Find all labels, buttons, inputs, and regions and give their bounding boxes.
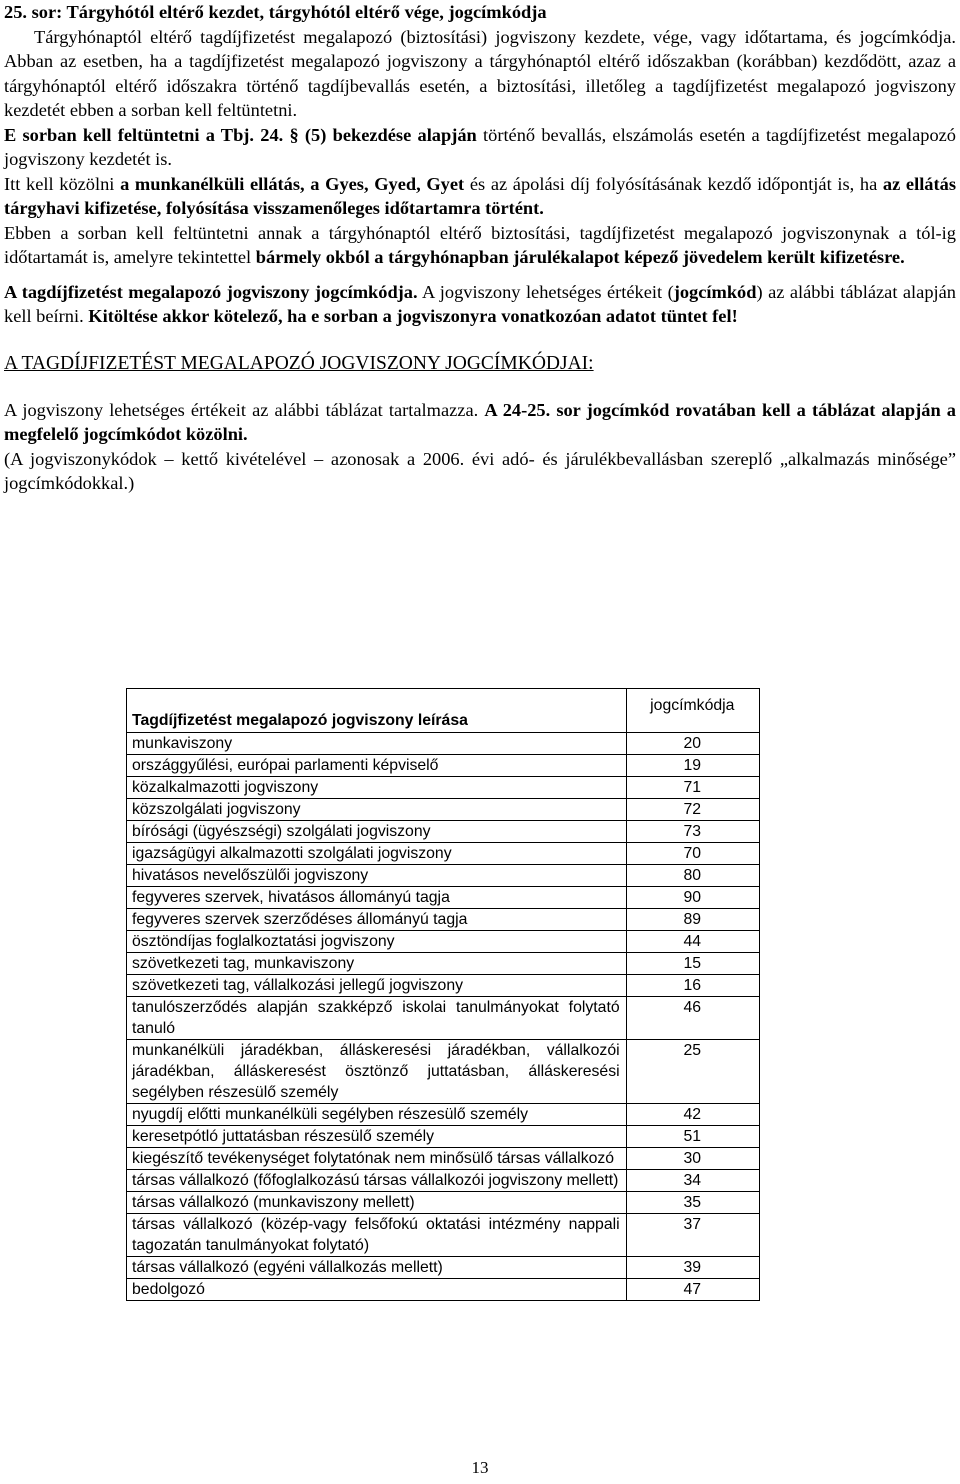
table-row xyxy=(127,975,760,997)
row-code: 90 xyxy=(626,887,759,909)
paragraph-4-text: Ebben a sorban kell feltüntetni annak a tárgyhónaptól eltérő biztosítási, tagdíjfizetést megalapozó jogviszonynak a tól-ig időtartamát is, amelyre tekintettel xyxy=(4,222,956,267)
row-code: 80 xyxy=(626,865,759,887)
paragraph-2-rest: történő bevallás, elszámolás esetén a tagdíjfizetést megalapozó jogviszony kezdetét is. xyxy=(4,124,957,169)
row-description: fegyveres szervek, hivatásos állományú tagja xyxy=(127,887,627,909)
table-header-code: jogcímkódja xyxy=(626,689,759,733)
codes-intro-bold: A 24-25. sor jogcímkód rovatában kell a táblázat alapján a megfelelő jogcímkódot közölni. xyxy=(4,399,957,444)
table-row xyxy=(127,1126,760,1148)
table-row xyxy=(127,733,760,755)
table-row xyxy=(127,1192,760,1214)
table-row xyxy=(127,865,760,887)
table-row xyxy=(127,755,760,777)
row-description: közszolgálati jogviszony xyxy=(127,799,627,821)
paragraph-3-bold-a: a munkanélküli ellátás, a Gyes, Gyed, Gyet xyxy=(120,173,465,194)
row-description: nyugdíj előtti munkanélküli segélyben részesülő személy xyxy=(127,1104,627,1126)
row-code: 71 xyxy=(626,777,759,799)
section-paragraph-2 xyxy=(4,123,956,172)
row-description: bedolgozó xyxy=(127,1279,627,1301)
paragraph-3-text-a: Itt kell közölni xyxy=(4,173,121,194)
table-row xyxy=(127,931,760,953)
table-row xyxy=(127,799,760,821)
page-number: 13 xyxy=(471,1458,489,1477)
section-paragraph-3 xyxy=(4,172,956,221)
section-paragraph-5 xyxy=(4,280,956,329)
row-code: 89 xyxy=(626,909,759,931)
row-description: tanulószerződés alapján szakképző iskolai tanulmányokat folytató tanuló xyxy=(127,997,627,1040)
table-row xyxy=(127,1170,760,1192)
section-25 xyxy=(4,0,956,496)
paragraph-5-bold-c: Kitöltése akkor kötelező, ha e sorban a jogviszonyra vonatkozóan adatot tüntet fel! xyxy=(88,306,738,326)
table-row xyxy=(127,1148,760,1170)
row-description: igazságügyi alkalmazotti szolgálati jogviszony xyxy=(127,843,627,865)
row-description: társas vállalkozó (egyéni vállalkozás mellett) xyxy=(127,1257,627,1279)
row-code: 20 xyxy=(626,733,759,755)
paragraph-2-bold: E sorban kell feltüntetni a Tbj. 24. § (5) bekezdése alapján xyxy=(4,124,477,145)
section-paragraph-4 xyxy=(4,221,956,270)
table-body xyxy=(127,733,760,1301)
codes-note: (A jogviszonykódok – kettő kivételével – azonosak a 2006. évi adó- és járulékbevallásban szereplő „alkalmazás minősége” jogcímkódokkal.) xyxy=(4,448,956,493)
row-code: 34 xyxy=(626,1170,759,1192)
row-code: 46 xyxy=(626,997,759,1040)
table-row xyxy=(127,997,760,1040)
row-code: 73 xyxy=(626,821,759,843)
codes-title: A TAGDÍJFIZETÉST MEGALAPOZÓ JOGVISZONY JOGCÍMKÓDJAI: xyxy=(4,352,594,374)
row-description: szövetkezeti tag, munkaviszony xyxy=(127,953,627,975)
table-row xyxy=(127,1257,760,1279)
table-row xyxy=(127,1279,760,1301)
row-code: 42 xyxy=(626,1104,759,1126)
row-code: 37 xyxy=(626,1214,759,1257)
table-row xyxy=(127,1104,760,1126)
paragraph-5-text-b: ) az alábbi táblázat alapján kell beírni. xyxy=(4,281,956,326)
paragraph-3-bold-b: az ellátás tárgyhavi kifizetése, folyósítása visszamenőleges időtartamra történt. xyxy=(4,173,956,218)
table-row xyxy=(127,1214,760,1257)
section-paragraph-1: Tárgyhónaptól eltérő tagdíjfizetést megalapozó (biztosítási) jogviszony kezdete, vége, vagy időtartama, és jogcímkódja. Abban az esetben, ha a tagdíjfizetést megalapozó jogviszony a tárgyhónaptól eltérő időszakban (korábban) kezdődött, azaz a tárgyhónaptól eltérő időszakra történő tagdíjbevallás esetén, a biztosítási, illetőleg a tagdíjfizetést megalapozó jogviszony kezdetét ebben a sorban kell feltüntetni. xyxy=(4,26,956,120)
row-code: 39 xyxy=(626,1257,759,1279)
row-description: országgyűlési, európai parlamenti képviselő xyxy=(127,755,627,777)
row-description: szövetkezeti tag, vállalkozási jellegű jogviszony xyxy=(127,975,627,997)
row-code: 35 xyxy=(626,1192,759,1214)
row-code: 16 xyxy=(626,975,759,997)
row-description: fegyveres szervek szerződéses állományú tagja xyxy=(127,909,627,931)
row-description: társas vállalkozó (közép-vagy felsőfokú oktatási intézmény nappali tagozatán tanulmányokat folytató) xyxy=(127,1214,627,1257)
table-row xyxy=(127,821,760,843)
table-row xyxy=(127,953,760,975)
row-code: 25 xyxy=(626,1040,759,1104)
section-heading: 25. sor: Tárgyhótól eltérő kezdet, tárgyhótól eltérő vége, jogcímkódja xyxy=(4,2,547,22)
row-code: 15 xyxy=(626,953,759,975)
paragraph-3-text-b: és az ápolási díj folyósításának kezdő időpontját is, ha xyxy=(464,173,883,194)
paragraph-4-bold: bármely okból a tárgyhónapban járulékalapot képező jövedelem került kifizetésre. xyxy=(255,247,905,267)
table-row xyxy=(127,909,760,931)
row-code: 70 xyxy=(626,843,759,865)
table-row xyxy=(127,887,760,909)
paragraph-5-bold-a: A tagdíjfizetést megalapozó jogviszony jogcímkódja. xyxy=(4,281,418,302)
row-code: 72 xyxy=(626,799,759,821)
codes-intro xyxy=(4,398,956,447)
table-row xyxy=(127,777,760,799)
codes-intro-text: A jogviszony lehetséges értékeit az alábbi táblázat tartalmazza. xyxy=(4,399,485,420)
row-code: 47 xyxy=(626,1279,759,1301)
row-description: keresetpótló juttatásban részesülő személy xyxy=(127,1126,627,1148)
codes-table xyxy=(126,688,760,1301)
row-code: 30 xyxy=(626,1148,759,1170)
row-description: közalkalmazotti jogviszony xyxy=(127,777,627,799)
row-description: munkanélküli járadékban, álláskeresési járadékban, vállalkozói járadékban, álláskeresést ösztönző juttatásban, álláskeresési segélyben részesülő személy xyxy=(127,1040,627,1104)
row-code: 44 xyxy=(626,931,759,953)
row-description: ösztöndíjas foglalkoztatási jogviszony xyxy=(127,931,627,953)
row-description: hivatásos nevelőszülői jogviszony xyxy=(127,865,627,887)
paragraph-5-bold-b: jogcímkód xyxy=(673,281,757,302)
row-description: társas vállalkozó (főfoglalkozású társas vállalkozói jogviszony mellett) xyxy=(127,1170,627,1192)
table-header-row xyxy=(127,689,760,733)
row-code: 19 xyxy=(626,755,759,777)
paragraph-5-text-a: A jogviszony lehetséges értékeit ( xyxy=(417,281,674,302)
row-description: bírósági (ügyészségi) szolgálati jogviszony xyxy=(127,821,627,843)
table-header-description: Tagdíjfizetést megalapozó jogviszony leírása xyxy=(127,689,627,733)
row-description: kiegészítő tevékenységet folytatónak nem minősülő társas vállalkozó xyxy=(127,1148,627,1170)
row-code: 51 xyxy=(626,1126,759,1148)
row-description: társas vállalkozó (munkaviszony mellett) xyxy=(127,1192,627,1214)
table-row xyxy=(127,1040,760,1104)
row-description: munkaviszony xyxy=(127,733,627,755)
table-row xyxy=(127,843,760,865)
